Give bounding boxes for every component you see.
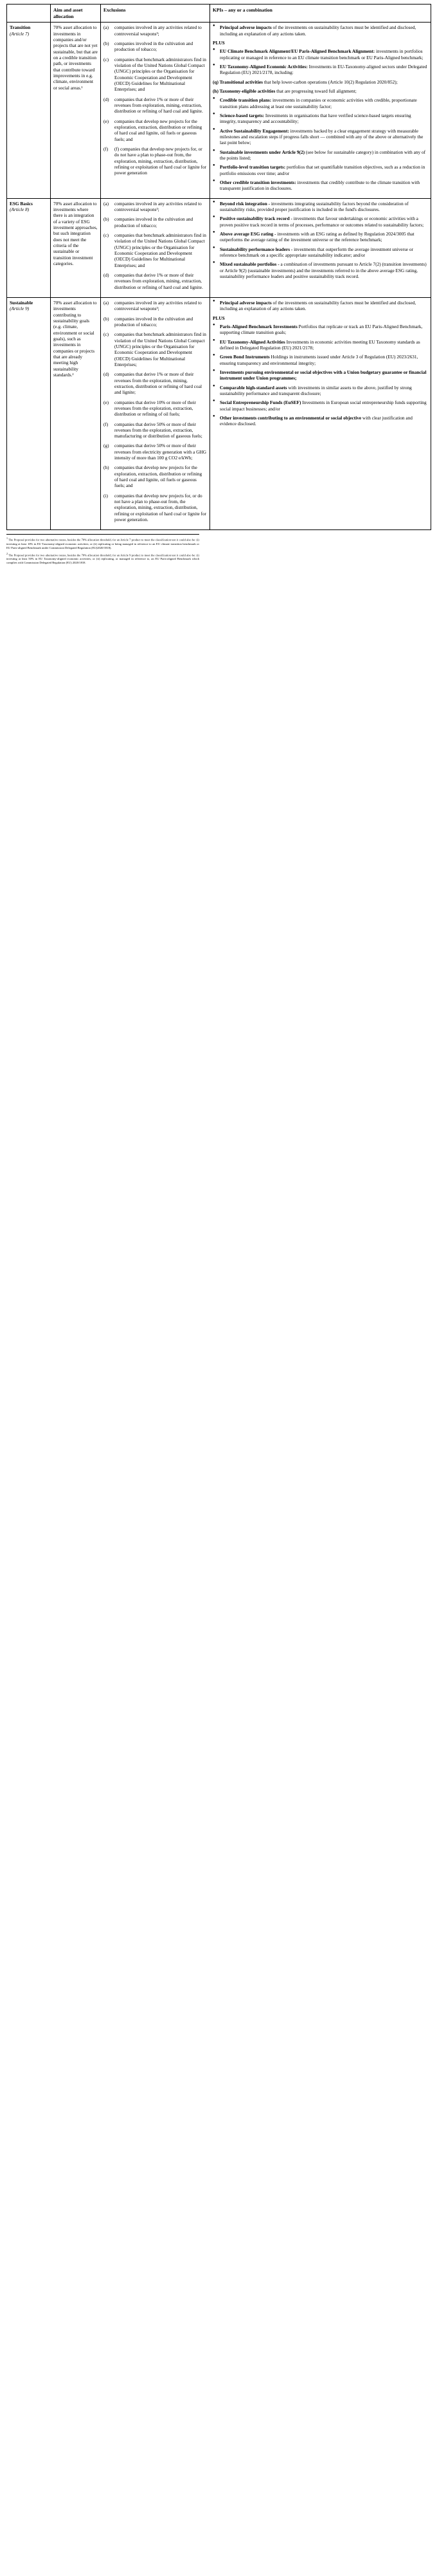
kpi-title: Credible transition plans: [220,97,272,104]
kpi-title: Sustainable investments under Article 9(2) [220,149,305,155]
list-item [103,493,207,523]
plus-label: PLUS [213,40,225,46]
aim-cell-transition [51,23,101,198]
kpi-text: investments in companies or economic activities with credible, proportionate transition plans addressing at least one sustainability factor; [220,97,417,109]
category-cell-esg-basics [7,198,51,297]
kpi-text: of the investments on sustainability factors must be identified and disclosed, including an explanation of any actions taken. [220,24,416,37]
list-item [103,316,207,328]
list-text: companies that derive 1% or more of their revenues from exploration, mining, extraction, distribution or refining of hard coal and lignite. [114,271,203,290]
plus-label: PLUS [213,315,225,321]
kpi-list-base [213,24,428,37]
list-item [103,400,207,418]
kpi-title: (q) Transitional activities [213,78,263,85]
kpi-list-plus [213,48,428,191]
document-page [0,0,437,573]
footnote-1: 1 The Proposal provides for two alternative routes, besides the 70% allocation threshold, for an Article 7 product to meet the classification test it could also be: (i) investing at least 10% in EU Taxonomy-aligned economic activities; or (ii) replicating or being managed in reference to an EU climate transition benchmark or EU Paris-aligned Benchmark under Commission Delegated Regulation (EU)2020/1818). [6,537,199,549]
exclusions-cell-esg-basics [101,198,210,297]
kpi-text: that help lower-carbon operations (Article 10(2) Regulation 2020/852); [262,78,398,85]
category-article: (Article 8) [10,206,30,212]
kpis-cell-esg-basics [210,198,431,297]
kpi-list-base [213,201,428,280]
list-text: companies that derive 1% or more of their revenues from the exploration, mining, extraction, distribution or refining of hard coal and lignite; [114,371,202,396]
aim-text: 70% asset allocation to investments where there is an integration of a variety of ESG investment approaches, but such integration does not meet the criteria of the sustainable or transition investment categories. [53,200,98,266]
list-marker: (f) [103,421,109,427]
kpi-list-base [213,300,428,312]
kpi-title: Principal adverse impacts [220,299,272,306]
kpi-title: Social Entrepreneurship Funds (EuSEF) [220,400,301,406]
list-item [213,113,428,125]
list-item [213,164,428,176]
table-row [7,23,431,198]
kpi-title: Positive sustainability track record - [220,216,292,222]
category-name: Transition [10,24,31,31]
kpi-title: Active Sustainability Engagement: [220,127,289,134]
kpi-text: investments integrating sustainability factors beyond the consideration of sustainability risks, provided proper justification is included in the fund's disclosures. [220,200,409,212]
list-text: companies that benchmark administrators find in violation of the United Nations Global Compact (UNGC) principles or the Organisation for Economic Cooperation and Development (OECD) Guidelines for Multinational Enterprises; and [114,232,206,268]
list-text: companies involved in the cultivation and production of tobacco; [114,315,193,327]
table-row [7,297,431,530]
aim-text: 70% asset allocation to investments contributing to sustainability goals (e.g. climate, environment or social goals), such as investments in companies or projects that are already meeting high sustainability standards.² [53,299,97,378]
kpi-title: Other credible transition investments: [220,179,296,185]
kpi-title: Paris-Aligned Benchmark Investments [220,323,298,329]
list-item [213,79,428,85]
list-marker: (i) [103,492,108,499]
category-article: (Article 9) [10,306,30,312]
kpi-text: investments with an ESG rating as defined by Regulation 2024/3005 that outperforms the average rating of the investment universe or the reference benchmark; [220,230,415,243]
kpi-text: Investments in organisations that have verified science-based targets ensuring integrity, transparency and accountability; [220,113,411,125]
kpi-title: Beyond risk integration - [220,200,271,207]
kpi-title: Above average ESG rating - [220,230,276,237]
list-marker: (d) [103,96,109,102]
header-kpis: KPIs – any or a combination [210,5,431,23]
list-marker: (c) [103,232,109,238]
list-marker: (b) [103,315,109,322]
header-category [7,5,51,23]
list-text: companies that develop new projects for the exploration, extraction, distribution or refining of hard coal and lignite, oil fuels or gaseous fuels; and [114,118,202,142]
list-marker: (a) [103,24,109,31]
list-item [103,24,207,37]
kpi-text: a combination of investments pursuant to Article 7(2) (transition investments) or Article 9(2) (sustainable investments) and the investments referred to in the above average ESG rating, sustainability performance leaders and positive sustainability track record. [220,261,427,279]
kpi-text: with clear justification and evidence disclosed. [220,414,413,427]
header-aim: Aim and asset allocation [51,5,101,23]
list-item [213,24,428,37]
kpi-text: Investments in European social entrepreneurship funds supporting social impact businesses; and/or [220,400,427,412]
list-text: companies involved in the cultivation and production of tobacco; [114,41,193,53]
aim-cell-esg-basics [51,198,101,297]
list-text: companies that derive 10% or more of their revenues from the exploration, extraction, distribution or refining of oil fuels; [114,399,197,418]
kpi-title: EU Taxonomy-Aligned Activities [220,338,285,345]
list-item [213,231,428,243]
list-item [103,300,207,312]
header-exclusions: Exclusions [101,5,210,23]
list-text: companies that benchmark administrators find in violation of the United Nations Global Compact (UNGC) principles or the Organisation for Economic Cooperation and Development (OECD) Guidelines for Multinational Enterprises; and [114,56,206,93]
list-text: companies involved in any activities related to controversial weapons³; [114,200,202,212]
list-marker: (b) [103,216,109,223]
list-marker: (h) [103,465,109,471]
kpi-text: portfolios that set quantifiable transition objectives, such as a reduction in portfolio emissions over time; and/or [220,164,425,176]
list-item [213,48,428,60]
list-item [213,324,428,336]
category-name: ESG Basics [10,200,33,207]
list-item [213,246,428,259]
list-item [103,465,207,488]
exclusions-list [103,300,207,523]
kpi-title: EU Climate Benchmark Alignment/EU Paris-Aligned Benchmark Alignment: [220,48,375,55]
list-item [213,179,428,192]
list-marker: (c) [103,331,109,338]
list-item [103,371,207,395]
list-text: companies involved in any activities related to controversial weapons³; [114,24,202,37]
kpi-text: Portfolios that replicate or track an EU Paris-Aligned Benchmark, supporting climate transition goals; [220,323,423,336]
kpi-title: Science-based targets: [220,113,265,119]
footnotes [6,534,199,565]
list-item [213,300,428,312]
aim-cell-sustainable [51,297,101,530]
kpi-text: with investments in similar assets to the above, justified by strong sustainability performance and transparent disclosure; [220,384,412,396]
list-item [103,118,207,142]
list-marker: (d) [103,371,109,378]
kpi-text: Holdings in instruments issued under Article 3 of Regulation (EU) 2023/2631, ensuring transparency and environmental integrity; [220,354,418,366]
list-item [103,41,207,53]
list-item [103,216,207,228]
list-item [103,57,207,93]
list-marker: (e) [103,399,109,405]
kpi-text: investments that outperform the average investment universe or reference benchmark on a specific appropriate sustainability indicator; and/or [220,246,413,258]
list-text: companies that derive 1% or more of their revenues from exploration, mining, extraction, distribution or refining of hard coal and lignite. [114,96,203,115]
kpi-text: of the investments on sustainability factors must be identified and disclosed, including an explanation of any actions taken. [220,299,416,312]
kpi-title: Portfolio-level transition targets: [220,164,286,170]
list-marker: (b) [103,41,109,47]
exclusions-list [103,201,207,290]
kpi-text: investments that favour undertakings or economic activities with a proven positive track record in terms of processes, performance or outcomes related to sustainability factors; [220,216,424,228]
list-item [103,443,207,461]
aim-text: 70% asset allocation to investments in companies and/or projects that are not yet sustainable, but that are on a credible transition path, or investments that contribute toward improvements in e.g. climate, environment or social areas.¹ [53,24,98,91]
list-marker: (f) [103,146,109,152]
list-item [213,385,428,397]
kpi-title: Principal adverse impacts [220,24,272,31]
list-item [213,97,428,109]
kpi-title: Other investments contributing to an environmental or social objective [220,414,362,421]
list-text: companies that derive 50% or more of their revenues from the exploration, extraction, manufacturing or distribution of gaseous fuels; [114,421,202,439]
kpi-text: investments in portfolios replicating or managed in reference to an EU climate transition benchmark or EU Paris-Aligned benchmark; [220,48,424,60]
kpi-text: that are progressing toward full alignment; [275,88,357,95]
list-marker: (e) [103,118,109,124]
list-item [103,146,207,176]
category-article: (Article 7) [10,30,30,37]
list-text: companies involved in the cultivation and production of tobacco; [114,216,193,228]
table-header-row [7,5,431,23]
kpi-title: Comparable high-standard assets [220,384,287,391]
list-item [103,97,207,115]
kpi-title: Investments pursuing environmental or social objectives with a Union budgetary guarantee or financial instrument under Union programmes; [220,369,427,382]
sfdr-categories-table [6,4,431,530]
list-text: companies that develop new projects for, or do not have a plan to phase-out from, the exploration, mining, extraction, distribution, refining or exploitation of hard coal or lignite for power generation. [114,492,207,523]
kpi-text: Investments in EU-Taxonomy-aligned sectors under Delegated Regulation (EU) 2021/2178, including: [220,64,427,76]
list-item [213,216,428,228]
list-text: (f) companies that develop new projects for, or do not have a plan to phase-out from, the exploration, mining, extraction, distribution, refining or exploitation of hard coal or lignite for power generation [114,146,207,176]
kpis-cell-sustainable [210,297,431,530]
list-item [213,369,428,382]
list-item [103,232,207,268]
kpi-text: investments that credibly contribute to the climate transition with transparent justification in disclosures. [220,179,420,192]
list-item [213,339,428,351]
list-item [103,201,207,213]
exclusions-cell-transition [101,23,210,198]
list-marker: (a) [103,200,109,207]
kpi-text: Investments in economic activities meeting EU Taxonomy standards as defined in Delegated Regulation (EU) 2021/2178; [220,338,420,351]
kpi-title: (h) Taxonomy-eligible activities [213,88,276,95]
exclusions-list [103,24,207,176]
list-text: companies that derive 50% or more of their revenues from electricity generation with a GHG intensity of more than 100 g CO2 e/kWh; [114,443,207,461]
kpi-list-plus [213,324,428,427]
list-item [213,88,428,94]
list-item [103,272,207,290]
list-marker: (d) [103,271,109,278]
list-marker: (g) [103,443,109,449]
list-text: companies that benchmark administrators find in violation of the United Nations Global Compact (UNGC) principles or the Organisation for Economic Cooperation and Development (OECD) Guidelines for Multinational Enterprises; [114,331,206,367]
table-row [7,198,431,297]
kpi-title: Green Bond Instruments [220,354,270,360]
kpi-title: EU Taxonomy-Aligned Economic Activities: [220,64,308,70]
category-cell-transition [7,23,51,198]
footnote-2: 2 The Proposal provides for two alternative routes, besides the 70% allocation threshold, for an Article 9 product to meet the classification test it could also be: (i) investing at least 50% in EU Taxonomy-aligned economic activities; or (ii) replicating, or managed in reference to, an EU Paris-aligned Benchmark which complies with Commission Delegated Regulation (EU) 2020/1818. [6,551,199,565]
kpi-title: Mixed sustainable portfolios - [220,261,280,268]
list-text: companies that develop new projects for the exploration, extraction, distribution or refining of hard coal and lignite, oil fuels or gaseous fuels; and [114,465,202,489]
list-item [213,64,428,76]
list-marker: (a) [103,299,109,306]
list-item [213,415,428,427]
kpis-cell-transition [210,23,431,198]
list-item [213,201,428,213]
category-name: Sustainable [10,299,33,306]
list-item [213,261,428,279]
list-item [213,354,428,366]
list-item [103,421,207,439]
kpi-text: investments backed by a clear engagement strategy with measurable milestones and escalation steps if progress falls short — combined with any of the above or alternatively the last point below; [220,127,424,146]
exclusions-cell-sustainable [101,297,210,530]
list-marker: (c) [103,56,109,62]
list-text: companies involved in any activities related to controversial weapons³; [114,299,202,312]
list-item [103,331,207,367]
list-item [213,128,428,146]
list-item [213,400,428,412]
kpi-title: Sustainability performance leaders - [220,246,293,252]
kpi-text: (see below for sustainable category) in combination with any of the points listed; [220,149,426,161]
category-cell-sustainable [7,297,51,530]
list-item [213,149,428,161]
